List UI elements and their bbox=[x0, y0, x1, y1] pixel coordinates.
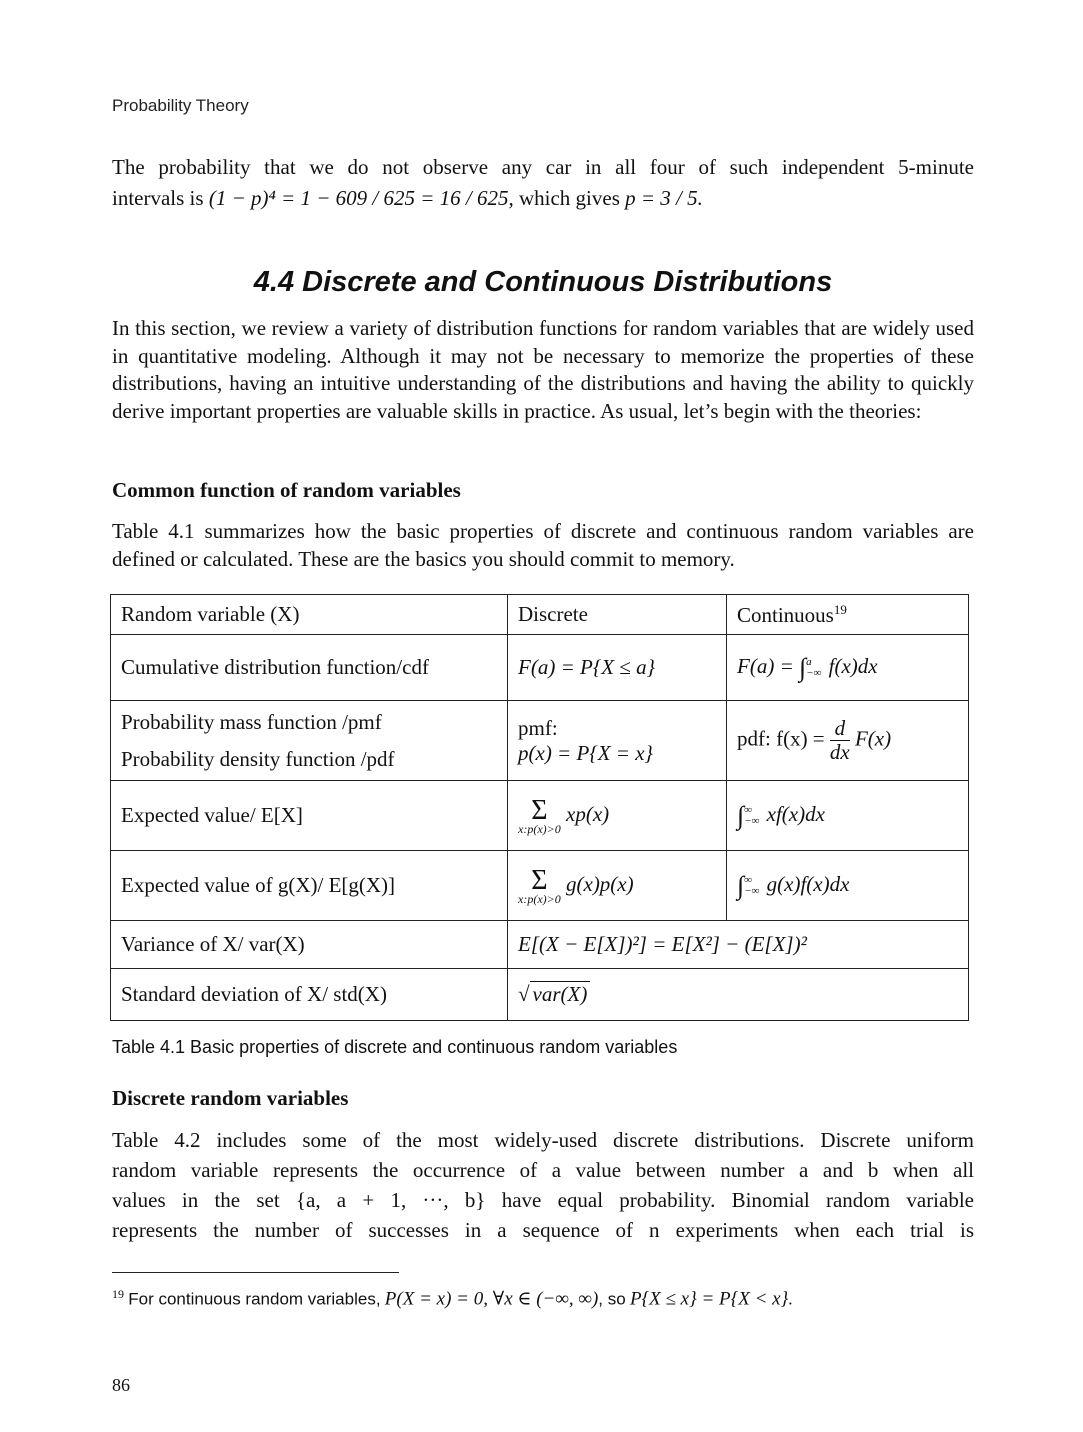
cdf-label: Cumulative distribution function/cdf bbox=[111, 635, 508, 701]
std-label: Standard deviation of X/ std(X) bbox=[111, 969, 508, 1021]
evg-label: Expected value of g(X)/ E[g(X)] bbox=[111, 851, 508, 921]
ev-discrete-body: xp(x) bbox=[566, 801, 610, 826]
intro-line-1: The probability that we do not observe any car in all four of such independent 5-minute bbox=[112, 155, 974, 179]
pmf-label-line-1: Probability mass function /pmf bbox=[121, 709, 382, 734]
footnote-number: 19 bbox=[112, 1287, 124, 1301]
evg-continuous bbox=[727, 851, 969, 921]
cdf-cont-body: f(x)dx bbox=[828, 653, 878, 678]
intro-formula: (1 − p)⁴ = 1 − 609 / 625 = 16 / 625, bbox=[208, 185, 514, 210]
pmf-discrete-line-1: pmf: bbox=[518, 715, 558, 740]
footnote-text-pre: For continuous random variables, bbox=[128, 1289, 381, 1309]
integral-sign: ∫ bbox=[799, 652, 807, 682]
table-row-variance bbox=[111, 921, 969, 969]
page-number: 86 bbox=[112, 1375, 130, 1395]
ev-cont-body: xf(x)dx bbox=[766, 801, 825, 826]
cdf-continuous bbox=[727, 635, 969, 701]
footnote-ref: 19 bbox=[833, 601, 847, 617]
evg-discrete bbox=[508, 851, 727, 921]
table-row-evg bbox=[111, 851, 969, 921]
discrete-line-1: Table 4.2 includes some of the most widely-used discrete distributions. Discrete uniform bbox=[112, 1128, 974, 1152]
integral-limits: ∞ −∞ bbox=[744, 803, 760, 827]
variance-formula: E[(X − E[X])²] = E[X²] − (E[X])² bbox=[508, 921, 969, 969]
sqrt-radicand: var(X) bbox=[530, 981, 591, 1006]
cdf-cont-pre: F(a) = bbox=[737, 653, 794, 678]
pmf-discrete bbox=[508, 701, 727, 781]
pmf-label-line-2: Probability density function /pdf bbox=[121, 746, 395, 771]
ev-discrete bbox=[508, 781, 727, 851]
footnote bbox=[112, 1287, 792, 1311]
cdf-discrete: F(a) = P{X ≤ a} bbox=[508, 635, 727, 701]
discrete-line-2: random variable represents the occurrence of a value between number a and b when all bbox=[112, 1158, 974, 1182]
footnote-formula-1: P(X = x) = 0, ∀x ∈ (−∞, ∞) bbox=[384, 1288, 599, 1310]
evg-cont-body: g(x)f(x)dx bbox=[766, 871, 850, 896]
integral-limits: a −∞ bbox=[806, 655, 822, 679]
table-header-row bbox=[111, 595, 969, 635]
footnote-formula-2: P{X ≤ x} = P{X < x} bbox=[629, 1288, 789, 1310]
variance-label: Variance of X/ var(X) bbox=[111, 921, 508, 969]
discrete-text bbox=[112, 1125, 974, 1245]
integral-sign: ∫ bbox=[737, 800, 745, 830]
pmf-discrete-line-2: p(x) = P{X = x} bbox=[518, 740, 653, 765]
header-discrete: Discrete bbox=[508, 595, 727, 635]
intro-paragraph bbox=[112, 154, 974, 212]
running-head: Probability Theory bbox=[112, 96, 249, 115]
ev-continuous bbox=[727, 781, 969, 851]
section-intro: In this section, we review a variety of distribution functions for random variables that are widely used in quantitative modeling. Although it may not be necessary to memorize the properties of these distributions, having an intuitive understanding of the distributions and having the ability to quickly derive important properties are valuable skills in practice. As usual, let’s begin with the theories: bbox=[112, 316, 974, 423]
intro-result: p = 3 / 5. bbox=[625, 185, 703, 210]
table-caption: Table 4.1 Basic properties of discrete and continuous random variables bbox=[112, 1037, 678, 1057]
section-title: 4.4 Discrete and Continuous Distributions bbox=[253, 266, 833, 298]
integral-sign: ∫ bbox=[737, 870, 745, 900]
intro-line-2-pre: intervals is bbox=[112, 185, 204, 210]
derivative-fraction: $\frac{d}{dx}$ bbox=[829, 715, 850, 764]
header-continuous bbox=[727, 595, 969, 635]
pdf-cont-pre: pdf: f(x) = bbox=[737, 726, 825, 751]
ev-label: Expected value/ E[X] bbox=[111, 781, 508, 851]
properties-table bbox=[110, 594, 969, 1021]
intro-line-2-mid: which gives bbox=[518, 185, 620, 210]
pdf-cont-post: F(x) bbox=[854, 726, 892, 751]
footnote-rule bbox=[112, 1272, 399, 1273]
discrete-line-4: represents the number of successes in a sequence of n experiments when each trial is bbox=[112, 1218, 974, 1242]
pmf-continuous bbox=[727, 701, 969, 781]
table-row-std bbox=[111, 969, 969, 1021]
intro-line-2 bbox=[112, 185, 974, 213]
discrete-line-3: values in the set {a, a + 1, ···, b} have equal probability. Binomial random variable bbox=[112, 1188, 974, 1212]
footnote-end: . bbox=[788, 1289, 793, 1309]
discrete-heading: Discrete random variables bbox=[112, 1086, 349, 1110]
table-row-ev bbox=[111, 781, 969, 851]
header-continuous-label: Continuous bbox=[737, 602, 834, 627]
summation: Σ x:p(x)>0 bbox=[518, 794, 561, 836]
evg-discrete-body: g(x)p(x) bbox=[566, 871, 634, 896]
common-text: Table 4.1 summarizes how the basic properties of discrete and continuous random variables are defined or calculated. These are the basics you should commit to memory. bbox=[112, 519, 974, 571]
table-row-pmf bbox=[111, 701, 969, 781]
common-heading: Common function of random variables bbox=[112, 478, 461, 502]
header-random-variable: Random variable (X) bbox=[111, 595, 508, 635]
summation: Σ x:p(x)>0 bbox=[518, 864, 561, 906]
integral-limits: ∞ −∞ bbox=[744, 873, 760, 897]
sqrt-symbol: √ var(X) bbox=[518, 982, 590, 1007]
std-formula bbox=[508, 969, 969, 1021]
pmf-label bbox=[111, 701, 508, 781]
footnote-text-mid: , so bbox=[598, 1289, 626, 1309]
table-row-cdf bbox=[111, 635, 969, 701]
